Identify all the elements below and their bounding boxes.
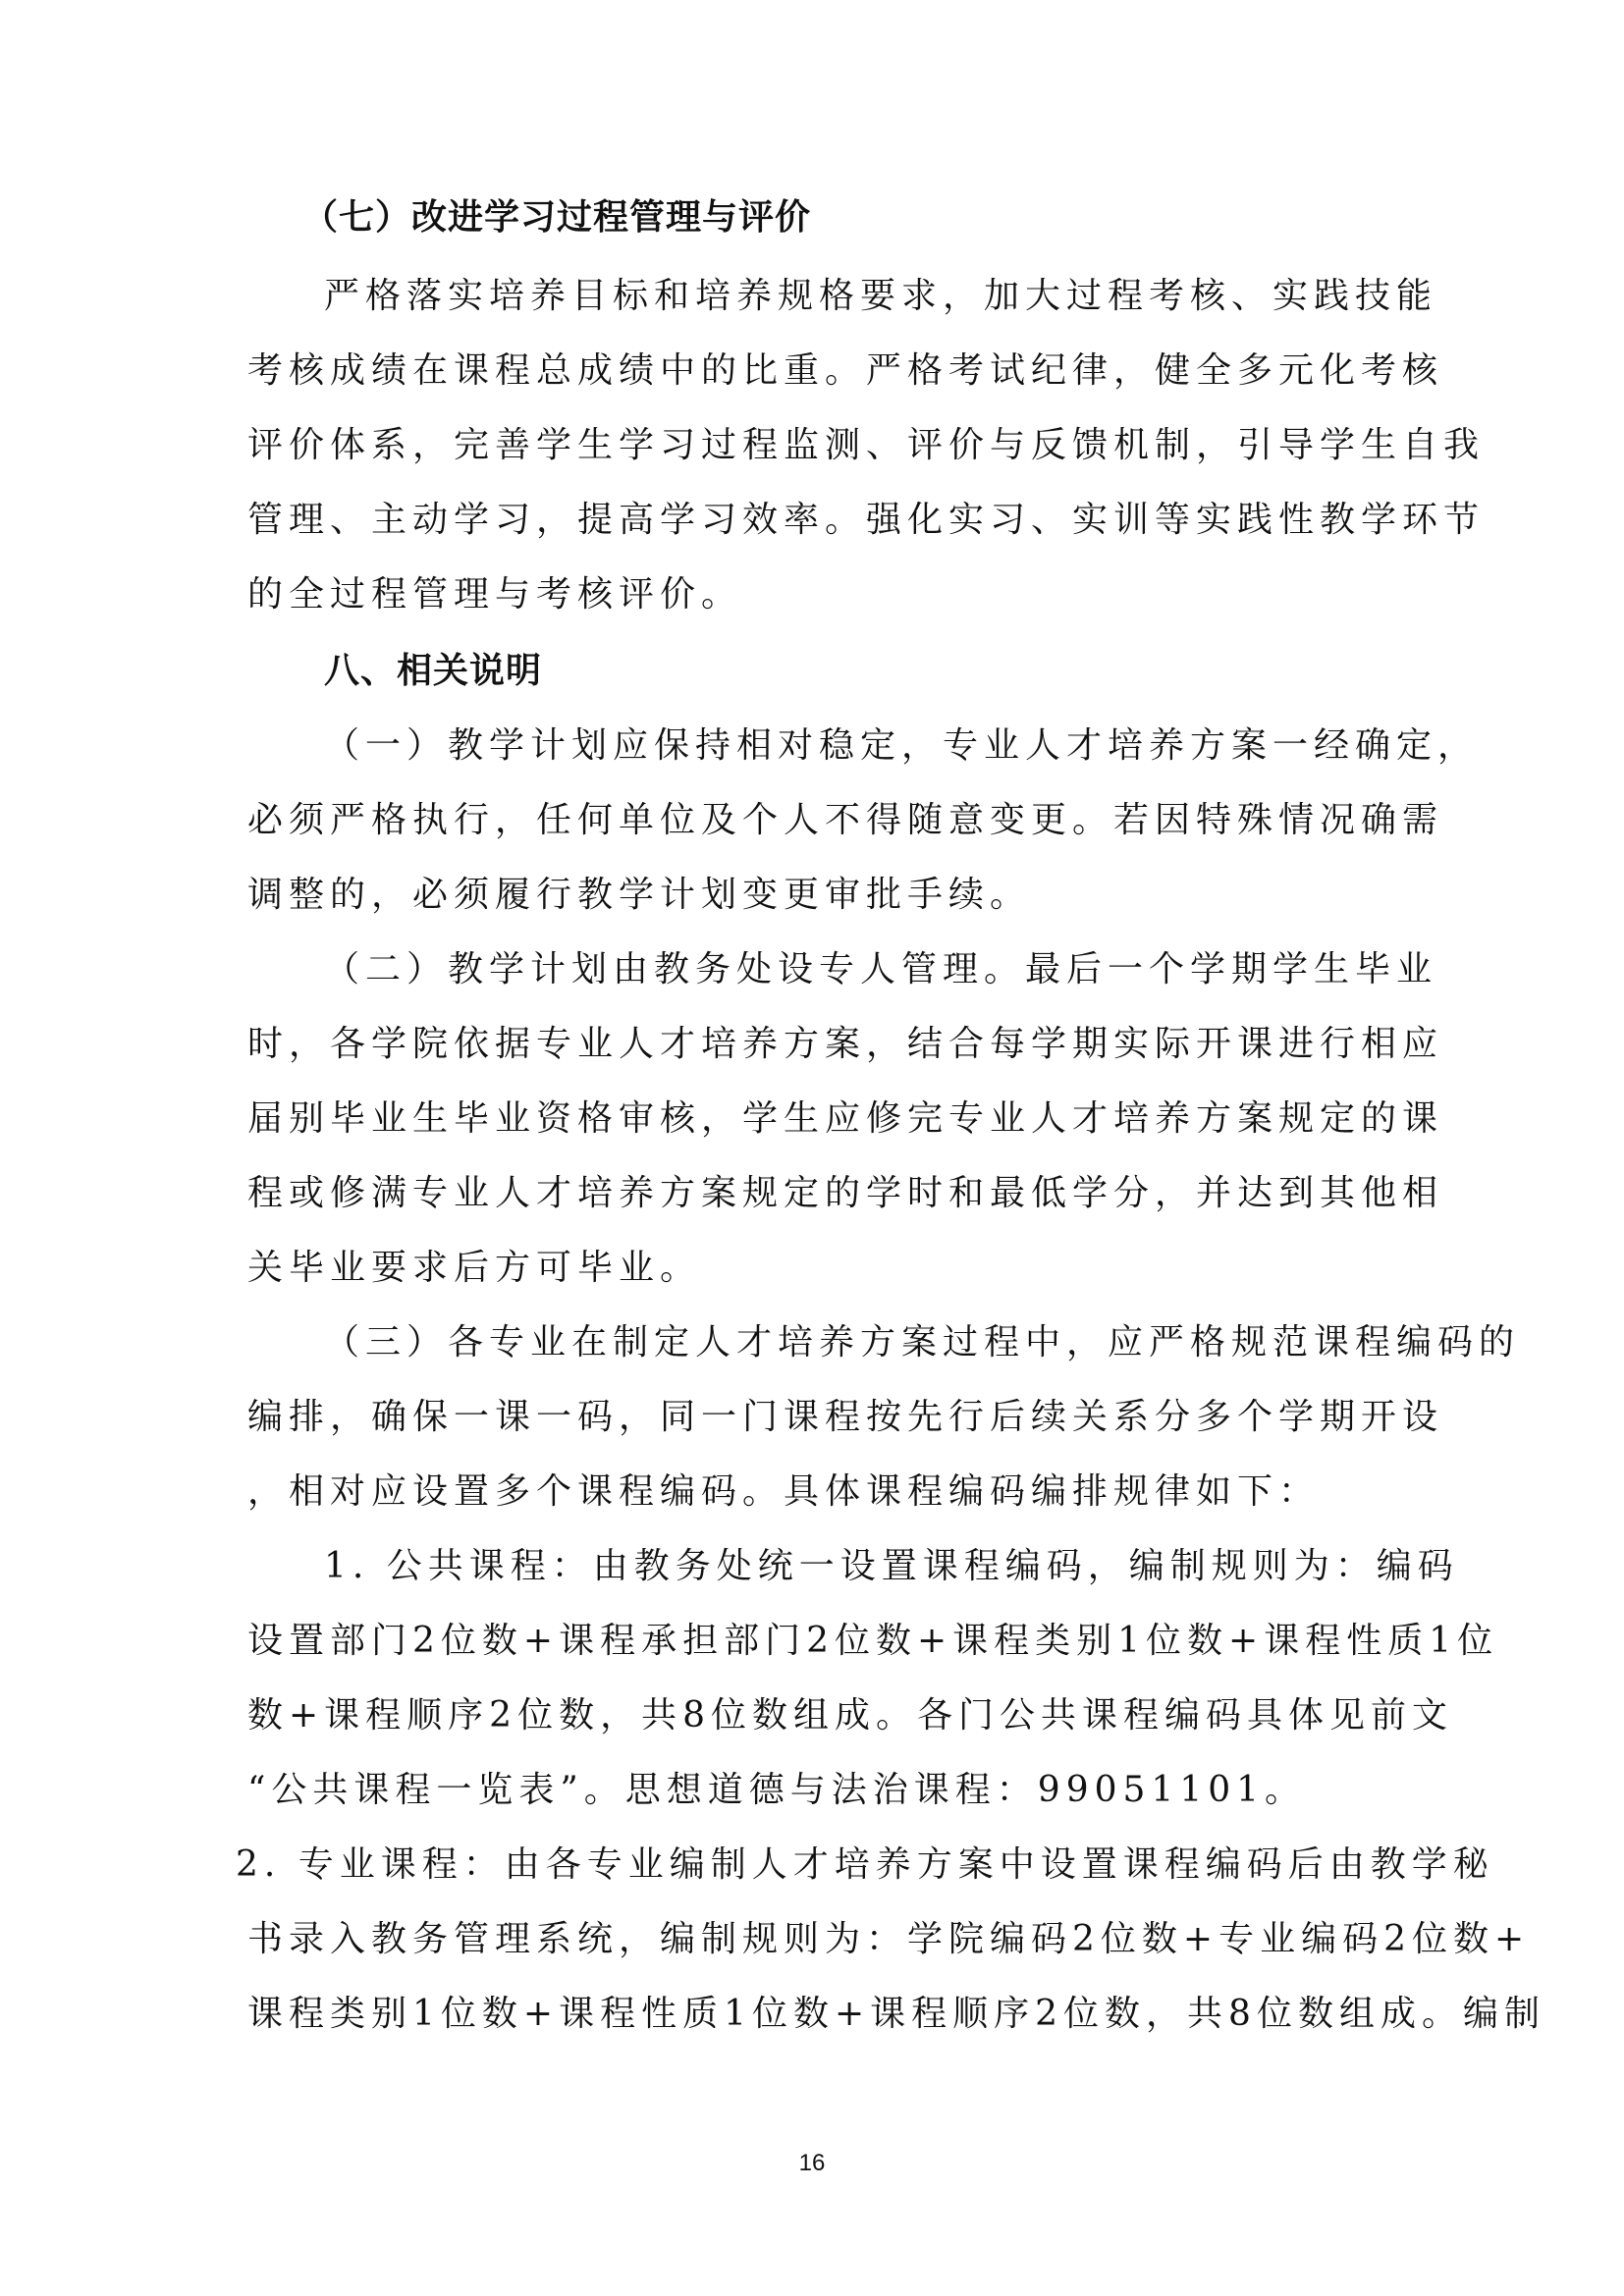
paragraph-line: ，相对应设置多个课程编码。具体课程编码编排规律如下：	[247, 1471, 1321, 1512]
paragraph-line: 课程类别1位数+课程性质1位数+课程顺序2位数，共8位数组成。编制	[247, 1994, 1545, 2034]
paragraph-line: 考核成绩在课程总成绩中的比重。严格考试纪律，健全多元化考核	[247, 350, 1444, 391]
paragraph-line: 必须严格执行，任何单位及个人不得随意变更。若因特殊情况确需	[247, 800, 1444, 840]
paragraph-line: 的全过程管理与考核评价。	[247, 574, 743, 614]
paragraph-line: 关毕业要求后方可毕业。	[247, 1248, 702, 1288]
paragraph-line: 书录入教务管理系统，编制规则为：学院编码2位数+专业编码2位数+	[247, 1919, 1531, 1959]
paragraph-line: 管理、主动学习，提高学习效率。强化实习、实训等实践性教学环节	[247, 500, 1486, 540]
paragraph-line: 时，各学院依据专业人才培养方案，结合每学期实际开课进行相应	[247, 1024, 1444, 1064]
paragraph-line: （三）各专业在制定人才培养方案过程中，应严格规范课程编码的	[324, 1322, 1521, 1362]
paragraph-line: 评价体系，完善学生学习过程监测、评价与反馈机制，引导学生自我	[247, 425, 1486, 465]
paragraph-line: 编排，确保一课一码，同一门课程按先行后续关系分多个学期开设	[247, 1397, 1444, 1437]
paragraph-line: 程或修满专业人才培养方案规定的学时和最低学分，并达到其他相	[247, 1173, 1444, 1213]
paragraph-line: 设置部门2位数+课程承担部门2位数+课程类别1位数+课程性质1位	[247, 1621, 1499, 1661]
paragraph-line: “公共课程一览表”。思想道德与法治课程：99051101。	[247, 1770, 1307, 1810]
paragraph-line: （二）教学计划由教务处设专人管理。最后一个学期学生毕业	[324, 949, 1438, 989]
paragraph-line: 调整的，必须履行教学计划变更审批手续。	[247, 875, 1032, 915]
paragraph-line: 数+课程顺序2位数，共8位数组成。各门公共课程编码具体见前文	[247, 1695, 1453, 1735]
paragraph-line: （一）教学计划应保持相对稳定，专业人才培养方案一经确定，	[324, 725, 1480, 766]
paragraph-line: 1. 公共课程：由教务处统一设置课程编码，编制规则为：编码	[324, 1546, 1459, 1586]
paragraph-line: 届别毕业生毕业资格审核，学生应修完专业人才培养方案规定的课	[247, 1098, 1444, 1139]
section-heading-7: （七）改进学习过程管理与评价	[302, 197, 812, 238]
page-number: 16	[798, 2150, 826, 2176]
paragraph-line: 2. 专业课程：由各专业编制人才培养方案中设置课程编码后由教学秘	[236, 1844, 1494, 1885]
section-heading-8: 八、相关说明	[324, 651, 543, 691]
paragraph-line: 严格落实培养目标和培养规格要求，加大过程考核、实践技能	[324, 276, 1438, 316]
